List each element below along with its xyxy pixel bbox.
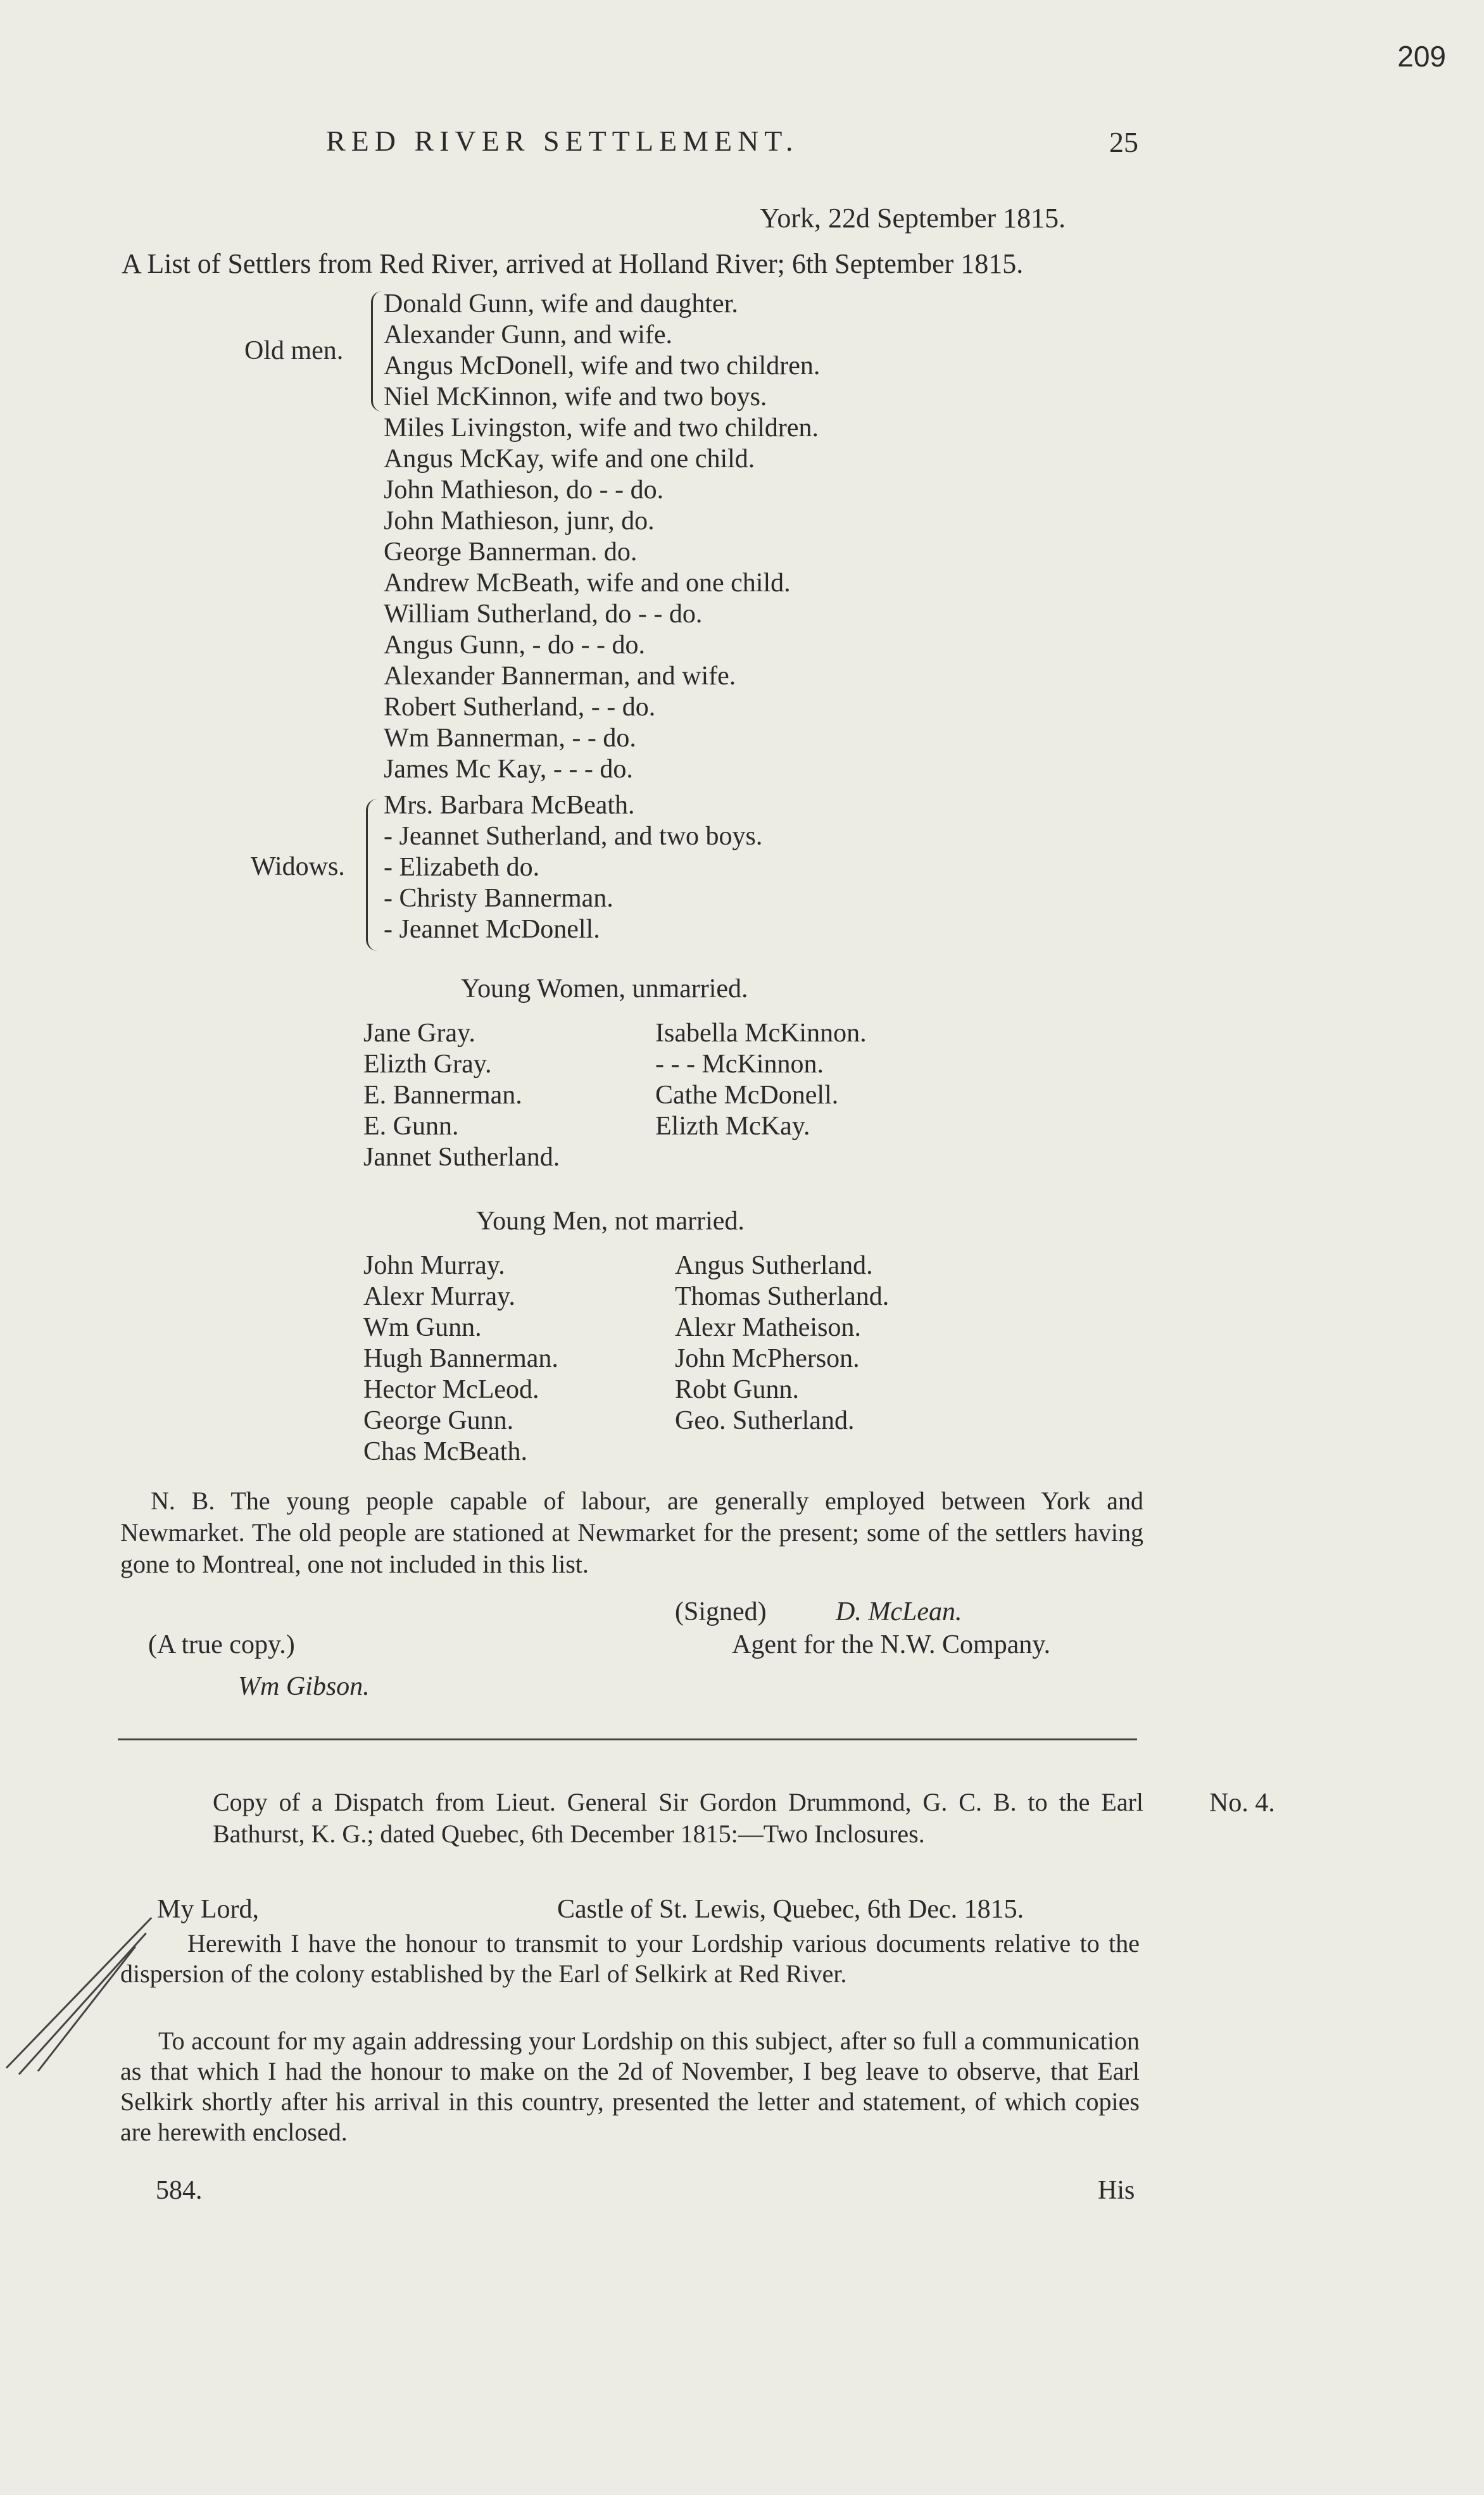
young-men-left xyxy=(363,1250,558,1467)
running-head: RED RIVER SETTLEMENT. xyxy=(326,125,799,157)
signed-name: D. McLean. xyxy=(836,1597,962,1626)
list-item: Robt Gunn. xyxy=(675,1375,800,1404)
paragraph-2: To account for my again addressing your Lordship on this subject, after so full a communication as that which I had the honour to make on the 2d of November, I beg leave to observe, that Earl Selkirk shortly after his arrival in this country, presented the letter and statement, of which copies are herewith enclosed. xyxy=(120,2027,1140,2146)
list-item: Isabella McKinnon. xyxy=(655,1019,867,1048)
young-women-right xyxy=(655,1018,867,1142)
young-men-heading: Young Men, not married. xyxy=(476,1207,745,1236)
list-item: John Murray. xyxy=(363,1251,505,1280)
list-item: Alexr Murray. xyxy=(363,1282,515,1311)
list-item: Niel McKinnon, wife and two boys. xyxy=(384,382,767,412)
list-item: Wm Gunn. xyxy=(363,1313,482,1342)
list-item: Elizth Gray. xyxy=(363,1050,492,1079)
list-item: John McPherson. xyxy=(675,1344,860,1373)
list-item: - Elizabeth do. xyxy=(384,853,540,882)
list-item: George Bannerman. do. xyxy=(384,537,638,567)
young-women-heading: Young Women, unmarried. xyxy=(461,974,748,1003)
list-item: Hugh Bannerman. xyxy=(363,1344,558,1373)
list-item: Angus Gunn, - do - - do. xyxy=(384,631,645,660)
section-divider xyxy=(118,1738,1137,1740)
list-item: Miles Livingston, wife and two children. xyxy=(384,413,819,443)
list-item: Donald Gunn, wife and daughter. xyxy=(384,289,738,318)
signed-label: (Signed) xyxy=(675,1597,767,1626)
young-men-right xyxy=(675,1250,889,1436)
list-item: Chas McBeath. xyxy=(363,1437,527,1466)
list-item: Angus McKay, wife and one child. xyxy=(384,444,755,474)
copy-signature: Wm Gibson. xyxy=(238,1672,370,1701)
list-item: Cathe McDonell. xyxy=(655,1081,839,1110)
list-item: Andrew McBeath, wife and one child. xyxy=(384,569,791,598)
list-item: Elizth McKay. xyxy=(655,1112,810,1141)
widows-brace xyxy=(366,799,378,951)
young-women-left xyxy=(363,1018,560,1173)
list-item: - Jeannet McDonell. xyxy=(384,915,600,944)
catchword: His xyxy=(1098,2176,1135,2205)
list-item: E. Gunn. xyxy=(363,1112,459,1141)
list-item: - Jeannet Sutherland, and two boys. xyxy=(384,822,763,851)
widows-label: Widows. xyxy=(251,852,345,881)
list-item: James Mc Kay, - - - do. xyxy=(384,755,633,784)
list-item: Alexander Gunn, and wife. xyxy=(384,320,673,349)
old-men-brace xyxy=(371,291,382,412)
agent-title: Agent for the N.W. Company. xyxy=(732,1630,1051,1659)
list-title: A List of Settlers from Red River, arrived at Holland River; 6th September 1815. xyxy=(122,248,1024,279)
list-item: Jannet Sutherland. xyxy=(363,1143,560,1172)
folio: 25 xyxy=(1109,126,1138,158)
widows-list xyxy=(384,790,762,945)
list-item: George Gunn. xyxy=(363,1406,514,1435)
settlers-list xyxy=(384,413,819,785)
nb-note: N. B. The young people capable of labour, are generally employed between York and Newmarket. The old people are stationed at Newmarket for the present; some of the settlers having gone to Montreal, one not included in this list. xyxy=(120,1486,1143,1578)
list-item: Geo. Sutherland. xyxy=(675,1406,855,1435)
true-copy: (A true copy.) xyxy=(148,1630,295,1659)
page-number: 209 xyxy=(1397,40,1446,73)
list-item: - - - McKinnon. xyxy=(655,1050,824,1079)
list-item: Alexr Matheison. xyxy=(675,1313,861,1342)
list-item: Angus Sutherland. xyxy=(675,1251,873,1280)
footer-number: 584. xyxy=(156,2176,203,2205)
salutation: My Lord, xyxy=(157,1895,259,1924)
old-men-list xyxy=(384,289,820,413)
list-item: Alexander Bannerman, and wife. xyxy=(384,662,736,691)
list-item: Robert Sutherland, - - do. xyxy=(384,693,656,722)
list-item: Mrs. Barbara McBeath. xyxy=(384,791,635,820)
list-item: William Sutherland, do - - do. xyxy=(384,600,703,629)
list-item: Wm Bannerman, - - do. xyxy=(384,724,636,753)
old-men-label: Old men. xyxy=(244,336,344,365)
dateline: York, 22d September 1815. xyxy=(760,203,1066,234)
list-item: Hector McLeod. xyxy=(363,1375,539,1404)
list-item: - Christy Bannerman. xyxy=(384,884,613,913)
dispatch-heading: Copy of a Dispatch from Lieut. General Sir Gordon Drummond, G. C. B. to the Earl Bathurst, K. G.; dated Quebec, 6th December 1815:—Two Inclosures. xyxy=(213,1788,1143,1848)
list-item: Thomas Sutherland. xyxy=(675,1282,890,1311)
list-item: Jane Gray. xyxy=(363,1019,475,1048)
list-item: E. Bannerman. xyxy=(363,1081,522,1110)
list-item: John Mathieson, junr, do. xyxy=(384,506,655,536)
list-item: Angus McDonell, wife and two children. xyxy=(384,351,821,380)
dispatch-number: No. 4. xyxy=(1209,1788,1275,1818)
list-item: John Mathieson, do - - do. xyxy=(384,475,664,505)
letter-place-date: Castle of St. Lewis, Quebec, 6th Dec. 1815. xyxy=(557,1895,1024,1924)
paragraph-1: Herewith I have the honour to transmit to your Lordship various documents relative to the dispersion of the colony established by the Earl of Selkirk at Red River. xyxy=(120,1929,1140,1988)
